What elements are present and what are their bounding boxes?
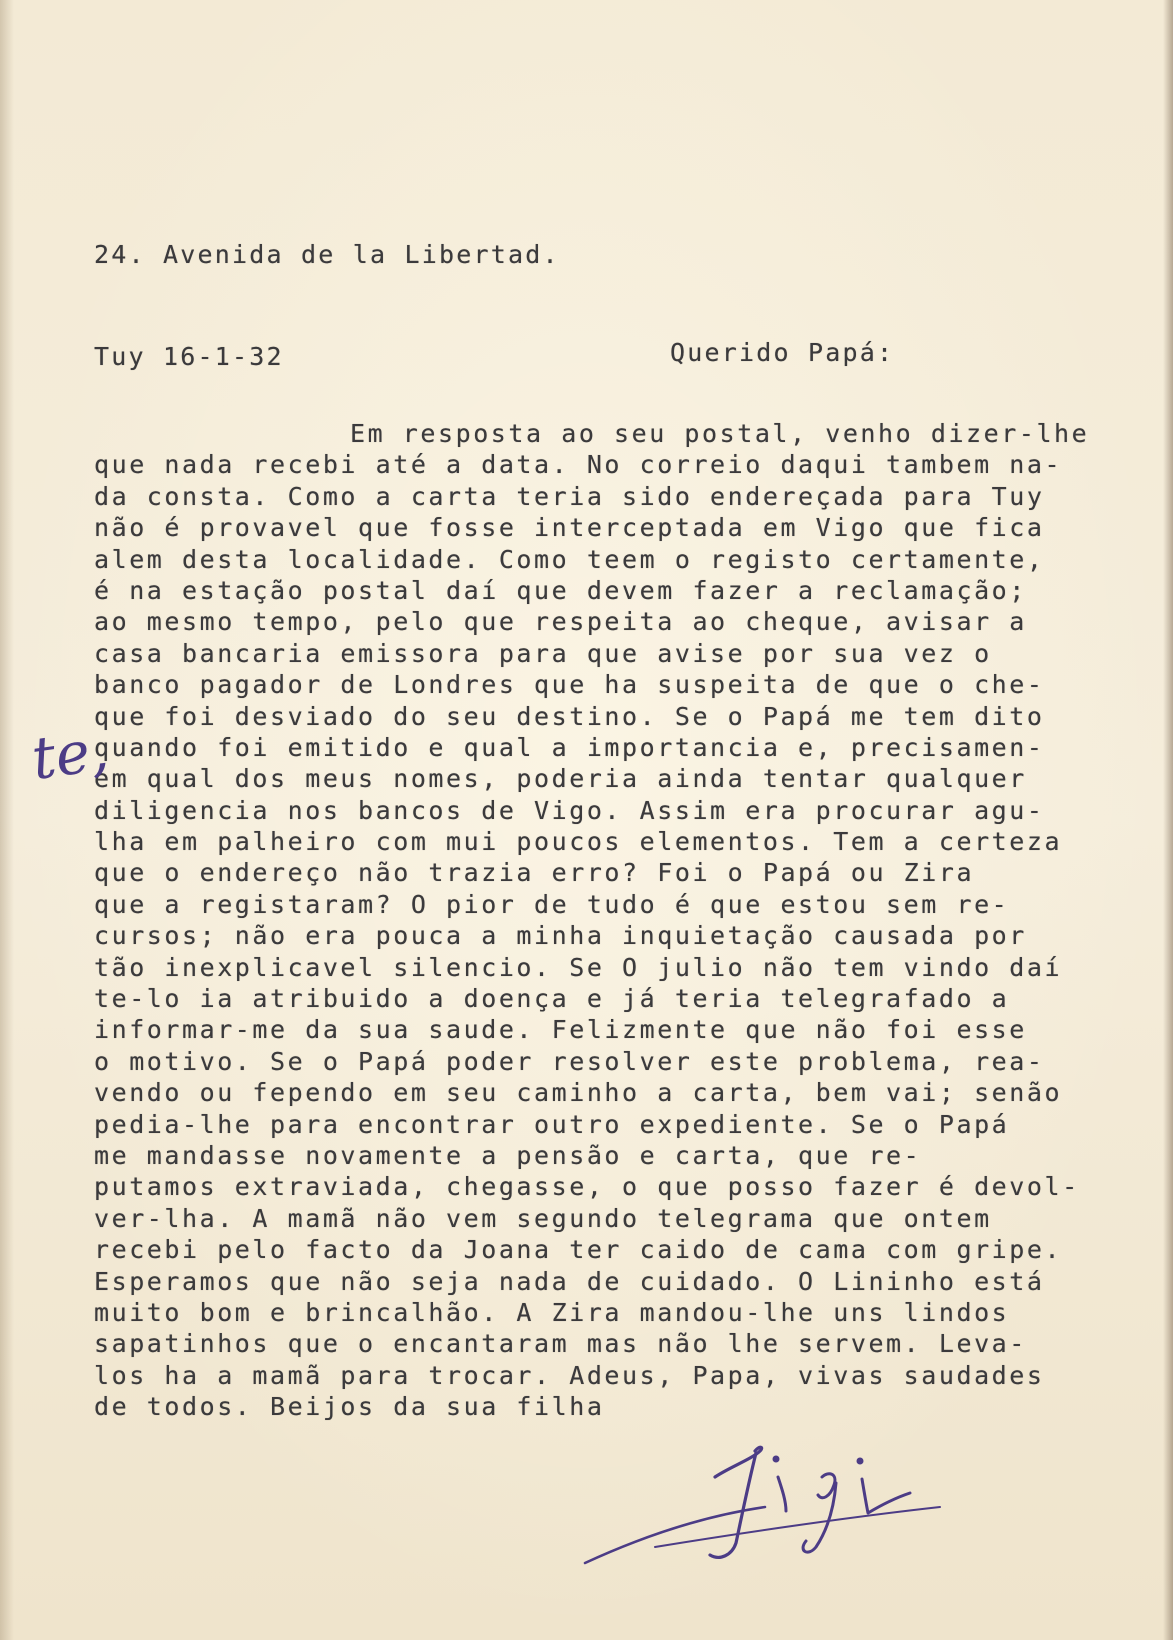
body-line: ao mesmo tempo, pelo que respeita ao cheque, avisar a: [94, 607, 1027, 637]
handwritten-signature: [560, 1415, 960, 1585]
body-line: ver-lha. A mamã não vem segundo telegrama que ontem: [94, 1203, 992, 1233]
body-line: da consta. Como a carta teria sido endereçada para Tuy: [94, 481, 1045, 511]
body-line: diligencia nos bancos de Vigo. Assim era procurar agu-: [94, 795, 1045, 825]
body-line: que foi desviado do seu destino. Se o Papá me tem dito: [94, 701, 1045, 731]
body-line: te-lo ia atribuido a doença e já teria telegrafado a: [94, 984, 1010, 1014]
body-line: recebi pelo facto da Joana ter caido de cama com gripe.: [94, 1235, 1063, 1265]
body-line: casa bancaria emissora para que avise por sua vez o: [94, 638, 992, 668]
body-line: quando foi emitido e qual a importancia e, precisamen-: [94, 732, 1045, 762]
body-line: sapatinhos que o encantaram mas não lhe servem. Leva-: [94, 1329, 1027, 1359]
letter-body: [94, 418, 1089, 1423]
body-line: Em resposta ao seu postal, venho dizer-lhe: [350, 419, 1090, 448]
body-line: de todos. Beijos da sua filha: [94, 1392, 605, 1422]
body-line: lha em palheiro com mui poucos elementos. Tem a certeza: [94, 827, 1063, 857]
body-line: o motivo. Se o Papá poder resolver este problema, rea-: [94, 1046, 1045, 1076]
body-line: los ha a mamã para trocar. Adeus, Papa, vivas saudades: [94, 1360, 1045, 1390]
date-line: Tuy 16-1-32: [94, 342, 284, 371]
paper-left-shadow: [0, 0, 14, 1640]
body-line: informar-me da sua saude. Felizmente que não foi esse: [94, 1015, 1027, 1045]
body-line: não é provavel que fosse interceptada em Vigo que fica: [94, 513, 1045, 543]
body-line: em qual dos meus nomes, poderia ainda tentar qualquer: [94, 764, 1027, 794]
body-line: vendo ou fependo em seu caminho a carta, bem vai; senão: [94, 1078, 1063, 1108]
paper-right-edge: [1163, 0, 1173, 1640]
salutation: Querido Papá:: [670, 338, 895, 367]
body-line: tão inexplicavel silencio. Se O julio não tem vindo daí: [94, 952, 1063, 982]
body-line: que a registaram? O pior de tudo é que estou sem re-: [94, 889, 1010, 919]
body-line: que o endereço não trazia erro? Foi o Papá ou Zira: [94, 858, 975, 888]
handwritten-margin-note: te,: [27, 715, 113, 793]
body-line: Esperamos que não seja nada de cuidado. O Lininho está: [94, 1266, 1045, 1296]
body-line: banco pagador de Londres que ha suspeita de que o che-: [94, 670, 1045, 700]
body-line: alem desta localidade. Como teem o registo certamente,: [94, 544, 1045, 574]
address-line: 24. Avenida de la Libertad.: [94, 240, 560, 269]
body-line: putamos extraviada, chegasse, o que posso fazer é devol-: [94, 1172, 1080, 1202]
sender-address: [94, 170, 560, 442]
body-line: pedia-lhe para encontrar outro expediente. Se o Papá: [94, 1109, 1010, 1139]
body-line: é na estação postal daí que devem fazer a reclamação;: [94, 575, 1027, 605]
body-line: que nada recebi até a data. No correio daqui tambem na-: [94, 450, 1063, 480]
body-line: me mandasse novamente a pensão e carta, que re-: [94, 1140, 922, 1170]
body-line: cursos; não era pouca a minha inquietação causada por: [94, 921, 1027, 951]
body-line: muito bom e brincalhão. A Zira mandou-lhe uns lindos: [94, 1297, 1010, 1327]
